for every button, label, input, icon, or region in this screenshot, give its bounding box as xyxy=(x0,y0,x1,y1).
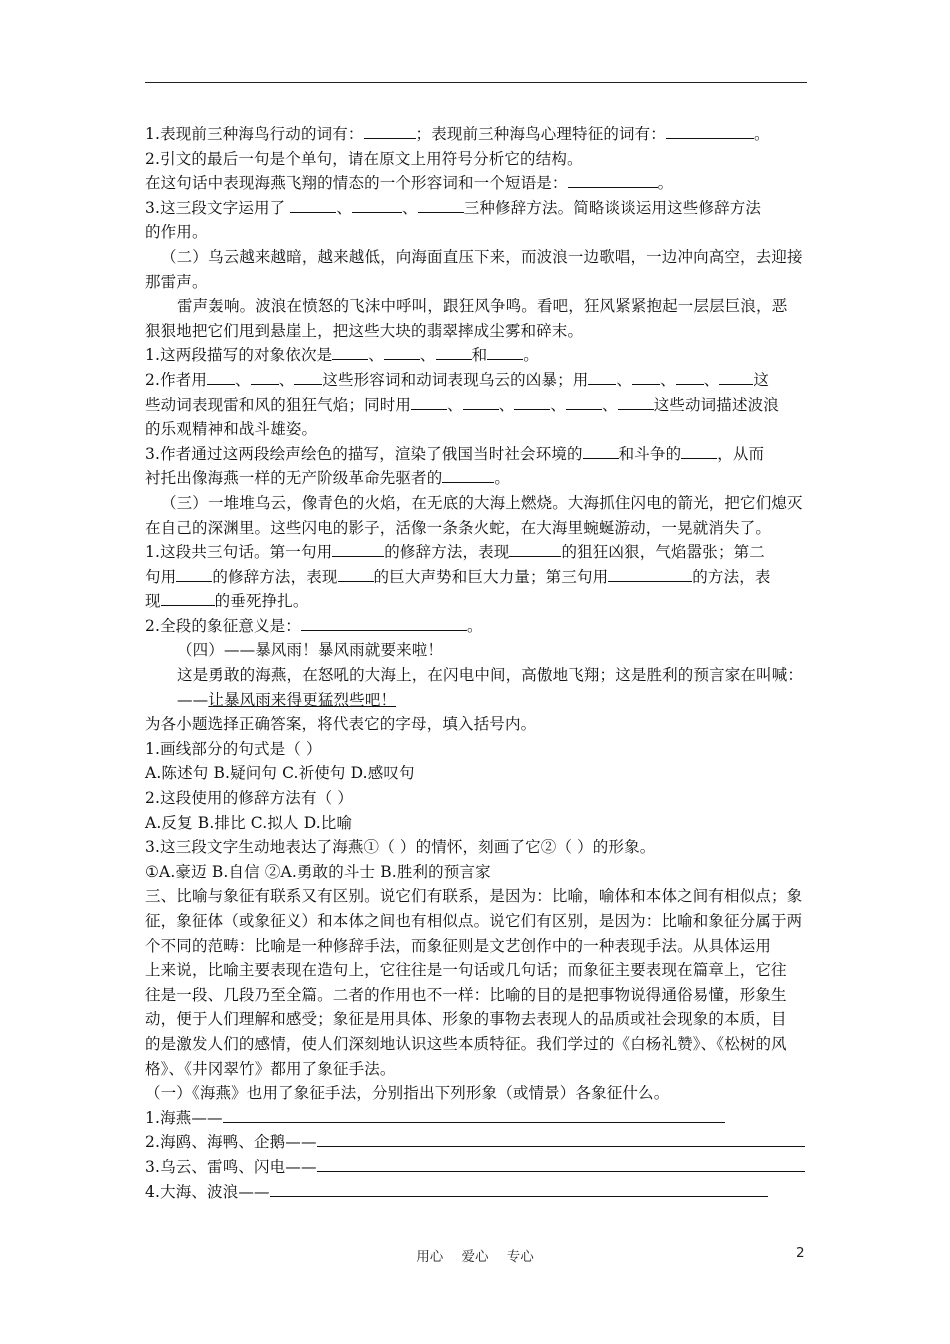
line-text: 动，便于人们理解和感受；象征是用具体、形象的事物去表现人的品质或社会现象的本质，目 xyxy=(145,1010,787,1029)
text-line xyxy=(145,491,815,516)
line-text: 。 xyxy=(466,616,483,635)
text-line xyxy=(145,688,815,713)
answer-blank[interactable] xyxy=(681,444,717,459)
line-text: 这是勇敢的海燕，在怒吼的大海上，在闪电中间，高傲地飞翔；这是胜利的预言家在叫喊： xyxy=(177,666,804,685)
text-line xyxy=(145,589,815,614)
answer-blank[interactable] xyxy=(270,1182,768,1197)
line-text: 的作用。 xyxy=(145,223,208,242)
text-line xyxy=(145,737,815,762)
underlined-sentence: 让暴风雨来得更猛烈些吧！ xyxy=(208,690,397,709)
line-text: 、 xyxy=(703,370,720,389)
text-line xyxy=(145,147,815,172)
line-text: 这些形容词和动词表现乌云的凶暴；用 xyxy=(322,370,589,389)
answer-blank[interactable] xyxy=(566,395,602,410)
line-text: 、 xyxy=(368,346,384,365)
answer-blank[interactable] xyxy=(719,370,753,385)
line-text: 上来说，比喻主要表现在造句上，它往往是一句话或几句话；而象征主要表现在篇章上，它往 xyxy=(145,961,787,980)
line-text: 3.乌云、雷鸣、闪电—— xyxy=(145,1157,317,1176)
line-text: 。 xyxy=(753,125,770,143)
text-line xyxy=(145,516,815,541)
text-line xyxy=(145,712,815,737)
text-line xyxy=(145,1057,815,1082)
answer-blank[interactable] xyxy=(223,1108,725,1123)
answer-blank[interactable] xyxy=(588,370,616,385)
line-text: （一）《海燕》也用了象征手法，分别指出下列形象（或情景）各象征什么。 xyxy=(145,1084,670,1103)
answer-blank[interactable] xyxy=(364,124,416,139)
answer-blank[interactable] xyxy=(463,395,499,410)
answer-blank[interactable] xyxy=(514,395,550,410)
line-text: 的狙狂凶狠，气焰嚣张；第二 xyxy=(561,543,765,562)
line-text: 和 xyxy=(471,346,488,365)
line-text: 这些动词描述波浪 xyxy=(653,395,779,414)
text-line xyxy=(145,1032,815,1057)
line-text: ，从而 xyxy=(717,444,765,463)
answer-blank[interactable] xyxy=(618,395,654,410)
answer-blank[interactable] xyxy=(676,370,704,385)
line-text: 和斗争的 xyxy=(618,444,682,463)
answer-blank[interactable] xyxy=(442,468,494,483)
text-line xyxy=(145,811,815,836)
line-text: 为各小题选择正确答案，将代表它的字母，填入括号内。 xyxy=(145,715,537,734)
line-text: 、 xyxy=(550,395,567,414)
answer-blank[interactable] xyxy=(317,1132,805,1147)
answer-blank[interactable] xyxy=(294,370,322,385)
text-line xyxy=(145,909,815,934)
answer-blank[interactable] xyxy=(317,1157,805,1172)
line-text: 三、比喻与象征有联系又有区别。说它们有联系，是因为：比喻，喻体和本体之间有相似点；象 xyxy=(145,887,803,906)
document-body xyxy=(145,122,815,1204)
answer-blank[interactable] xyxy=(666,124,754,139)
header-rule xyxy=(145,82,807,83)
text-line xyxy=(145,761,815,786)
line-text: 2.全段的象征意义是： xyxy=(145,616,301,635)
text-line xyxy=(145,958,815,983)
line-text: 、 xyxy=(616,370,633,389)
line-text: 三种修辞方法。简略谈谈运用这些修辞方法 xyxy=(463,198,762,217)
text-line xyxy=(145,1155,815,1180)
line-text: 1.海燕—— xyxy=(145,1108,223,1127)
answer-blank[interactable] xyxy=(583,444,619,459)
line-text: 、 xyxy=(602,395,618,414)
line-text: 的修辞方法，表现 xyxy=(212,567,338,586)
line-text: 1.这两段描写的对象依次是 xyxy=(145,346,333,365)
line-text: 在这句话中表现海燕飞翔的情态的一个形容词和一个短语是： xyxy=(145,174,568,193)
page-number: 2 xyxy=(796,1245,805,1261)
line-text: 的方法，表 xyxy=(692,567,771,586)
answer-blank[interactable] xyxy=(418,198,464,213)
text-line xyxy=(145,638,815,663)
line-text: 、 xyxy=(447,395,463,414)
answer-blank[interactable] xyxy=(161,591,215,606)
text-line xyxy=(145,270,815,295)
line-text: ；表现前三种海鸟心理特征的词有： xyxy=(415,125,666,143)
text-line xyxy=(145,245,815,270)
text-line xyxy=(145,860,815,885)
line-text: A.陈述句 B.疑问句 C.祈使句 D.感叹句 xyxy=(145,764,415,783)
line-text: 那雷声。 xyxy=(145,272,208,291)
footer-motto: 用心 爱心 专心 xyxy=(416,1249,534,1265)
text-line xyxy=(145,1130,815,1155)
text-line xyxy=(145,442,815,467)
line-text: 2.作者用 xyxy=(145,370,208,389)
line-text: 的乐观精神和战斗雄姿。 xyxy=(145,420,318,439)
line-text: 狠狠地把它们甩到悬崖上，把这些大块的翡翠摔成尘雾和碎末。 xyxy=(145,321,584,340)
line-text: 1.表现前三种海鸟行动的词有： xyxy=(145,125,364,143)
text-line xyxy=(145,294,815,319)
line-text: 、 xyxy=(336,198,353,217)
answer-blank[interactable] xyxy=(411,395,447,410)
text-line xyxy=(145,1081,815,1106)
text-line xyxy=(145,565,815,590)
answer-blank[interactable] xyxy=(290,198,336,213)
answer-blank[interactable] xyxy=(176,567,212,582)
line-text: 、 xyxy=(235,370,251,389)
line-text: 、 xyxy=(419,346,436,365)
line-text: 3.这三段文字运用了 xyxy=(145,198,291,217)
line-text: （二）乌云越来越暗，越来越低，向海面直压下来，而波浪一边歌唱，一边冲向高空，去迎接 xyxy=(161,247,803,266)
line-text: 现 xyxy=(145,592,161,611)
text-line xyxy=(145,368,815,393)
answer-blank[interactable] xyxy=(207,370,235,385)
line-text: 征，象征体（或象征义）和本体之间也有相似点。说它们有区别，是因为：比喻和象征分属于两 xyxy=(145,912,803,930)
line-text: （三）一堆堆乌云，像青色的火焰，在无底的大海上燃烧。大海抓住闪电的箭光，把它们熄灭 xyxy=(161,493,803,512)
line-text: 、 xyxy=(402,198,418,217)
answer-blank[interactable] xyxy=(332,542,384,557)
answer-blank[interactable] xyxy=(509,542,561,557)
answer-blank[interactable] xyxy=(608,567,692,582)
line-text: 的是激发人们的感情，使人们深刻地认识这些本质特征。我们学过的《白杨礼赞》、《松树的风 xyxy=(145,1034,787,1053)
line-text: —— xyxy=(177,690,209,709)
text-line xyxy=(145,319,815,344)
text-line xyxy=(145,983,815,1008)
answer-blank[interactable] xyxy=(436,345,472,360)
line-text: 1.画线部分的句式是（ ） xyxy=(145,739,322,758)
line-text: 的巨大声势和巨大力量；第三句用 xyxy=(373,567,609,586)
line-text: 4.大海、波浪—— xyxy=(145,1182,270,1201)
line-text: 个不同的范畴：比喻是一种修辞手法，而象征则是文艺创作中的一种表现手法。从具体运用 xyxy=(145,936,772,955)
text-line xyxy=(145,884,815,909)
line-text: 2.海鸥、海鸭、企鹅—— xyxy=(145,1133,317,1152)
text-line xyxy=(145,343,815,368)
line-text: 雷声轰响。波浪在愤怒的飞沫中呼叫，跟狂风争鸣。看吧，狂风紧紧抱起一层层巨浪，恶 xyxy=(177,297,788,316)
line-text: 衬托出像海燕一样的无产阶级革命先驱者的 xyxy=(145,469,443,488)
text-line xyxy=(145,1180,815,1205)
text-line xyxy=(145,786,815,811)
line-text: （四）——暴风雨！暴风雨就要来啦！ xyxy=(177,641,444,660)
text-line xyxy=(145,663,815,688)
line-text: 1.这段共三句话。第一句用 xyxy=(145,543,333,562)
answer-blank[interactable] xyxy=(632,370,660,385)
text-line xyxy=(145,1106,815,1131)
answer-blank[interactable] xyxy=(352,198,402,213)
answer-blank[interactable] xyxy=(251,370,279,385)
line-text: 3.作者通过这两段绘声绘色的描写，渲染了俄国当时社会环境的 xyxy=(145,444,583,463)
answer-blank[interactable] xyxy=(487,345,523,360)
text-line xyxy=(145,466,815,491)
answer-blank[interactable] xyxy=(332,345,368,360)
text-line xyxy=(145,196,815,221)
text-line xyxy=(145,417,815,442)
answer-blank[interactable] xyxy=(301,616,467,631)
text-line xyxy=(145,934,815,959)
line-text: 、 xyxy=(498,395,515,414)
line-text: 2.这段使用的修辞方法有（ ） xyxy=(145,789,353,808)
line-text: 。 xyxy=(494,469,511,488)
line-text: A.反复 B.排比 C.拟人 D.比喻 xyxy=(145,813,353,832)
line-text: 、 xyxy=(660,370,676,389)
text-line xyxy=(145,614,815,639)
text-line xyxy=(145,540,815,565)
text-line xyxy=(145,835,815,860)
line-text: 。 xyxy=(523,346,539,365)
text-line xyxy=(145,1007,815,1032)
page-footer xyxy=(0,1245,950,1267)
line-text: 格》、《井冈翠竹》都用了象征手法。 xyxy=(145,1059,396,1078)
line-text: 在自己的深渊里。这些闪电的影子，活像一条条火蛇，在大海里蜿蜒游动，一晃就消失了。 xyxy=(145,518,772,537)
text-line xyxy=(145,220,815,245)
line-text: 、 xyxy=(278,370,295,389)
text-line xyxy=(145,171,815,196)
line-text: 3.这三段文字生动地表达了海燕①（ ）的情怀，刻画了它②（ ）的形象。 xyxy=(145,838,656,857)
line-text: ①A.豪迈 B.自信 ②A.勇敢的斗士 B.胜利的预言家 xyxy=(145,862,491,881)
line-text: 句用 xyxy=(145,567,177,586)
line-text: 。 xyxy=(657,174,674,193)
text-line xyxy=(145,122,815,147)
line-text: 的修辞方法，表现 xyxy=(384,543,510,562)
line-text: 些动词表现雷和风的狙狂气焰；同时用 xyxy=(145,395,412,414)
line-text: 的垂死挣扎。 xyxy=(214,592,309,611)
text-line xyxy=(145,393,815,418)
line-text: 这 xyxy=(753,370,770,389)
line-text: 往是一段、几段乃至全篇。二者的作用也不一样：比喻的目的是把事物说得通俗易懂，形象生 xyxy=(145,985,787,1004)
line-text: 2.引文的最后一句是个单句，请在原文上用符号分析它的结构。 xyxy=(145,149,583,168)
answer-blank[interactable] xyxy=(568,173,658,188)
answer-blank[interactable] xyxy=(338,567,374,582)
answer-blank[interactable] xyxy=(384,345,420,360)
